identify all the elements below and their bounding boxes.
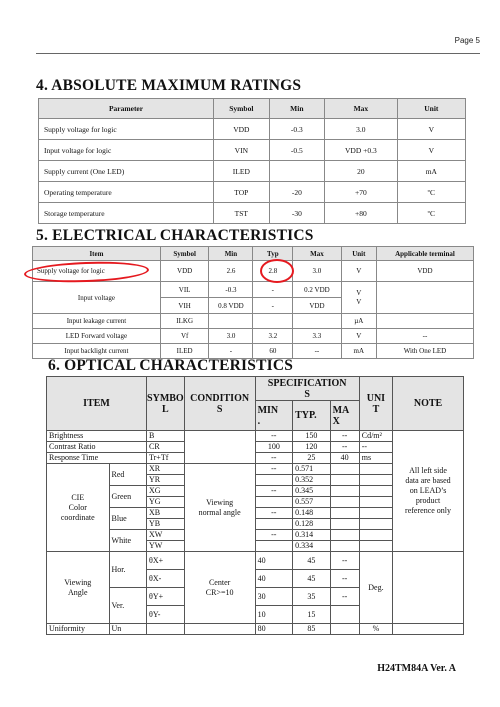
cell: [269, 161, 325, 182]
cell: ms: [359, 453, 392, 464]
cell: [393, 552, 464, 624]
electrical-table: [32, 246, 474, 359]
cell: 3.0: [209, 329, 253, 344]
cell: White: [109, 530, 147, 552]
cell: --: [255, 508, 293, 519]
header-cell: Item: [33, 247, 161, 261]
cell: 40: [255, 570, 293, 588]
cell: V: [397, 119, 465, 140]
cell: Input voltage for logic: [39, 140, 214, 161]
cell: -: [253, 298, 293, 314]
cell: [359, 519, 392, 530]
header-cell: Typ: [253, 247, 293, 261]
cell: 3.3: [293, 329, 342, 344]
cell: 30: [255, 588, 293, 606]
cell: VIL: [160, 282, 209, 298]
cell: [376, 282, 473, 314]
cell: Center CR>=10: [184, 552, 255, 624]
cell: [330, 508, 359, 519]
cell: 80: [255, 624, 293, 635]
cell: mA: [397, 161, 465, 182]
header-cell: TYP.: [293, 401, 331, 431]
cell: --: [330, 431, 359, 442]
header-cell: SYMBO L: [147, 377, 185, 431]
cell: θY-: [147, 606, 185, 624]
cell: -0.5: [269, 140, 325, 161]
table-row: [47, 552, 464, 570]
cell: [330, 530, 359, 541]
absolute-max-table: [38, 98, 466, 224]
cell: [184, 624, 255, 635]
header-cell: Max: [325, 99, 398, 119]
table-row: [39, 203, 466, 224]
cell: 0.557: [293, 497, 331, 508]
header-cell: Unit: [341, 247, 376, 261]
cell: --: [376, 329, 473, 344]
table-header-row: [39, 99, 466, 119]
cell: Deg.: [359, 552, 392, 624]
cell: θX+: [147, 552, 185, 570]
cell: 40: [330, 453, 359, 464]
cell: -0.3: [269, 119, 325, 140]
cell: V: [341, 329, 376, 344]
cell: 10: [255, 606, 293, 624]
table-row: [33, 329, 474, 344]
table-row: [39, 140, 466, 161]
cell: [330, 486, 359, 497]
cell: 15: [293, 606, 331, 624]
cell: Un: [109, 624, 147, 635]
cell: +80: [325, 203, 398, 224]
cell: Uniformity: [47, 624, 110, 635]
cell: 0.2 VDD: [293, 282, 342, 298]
cell: -20: [269, 182, 325, 203]
cell: V: [397, 140, 465, 161]
cell: [359, 475, 392, 486]
header-cell: Unit: [397, 99, 465, 119]
cell: --: [255, 431, 293, 442]
table-row: [47, 431, 464, 442]
header-cell: MIN .: [255, 401, 293, 431]
cell: XG: [147, 486, 185, 497]
cell: LED Forward voltage: [33, 329, 161, 344]
table-row: [47, 624, 464, 635]
cell: [359, 530, 392, 541]
cell: 150: [293, 431, 331, 442]
cell: 3.0: [325, 119, 398, 140]
cell: 2.6: [209, 261, 253, 282]
cell: Input leakage current: [33, 314, 161, 329]
cell: [255, 519, 293, 530]
cell: Supply voltage for logic: [33, 261, 161, 282]
cell: Red: [109, 464, 147, 486]
cell: YB: [147, 519, 185, 530]
cell: Ver.: [109, 588, 147, 624]
cell: --: [330, 570, 359, 588]
cell: [359, 508, 392, 519]
cell: Vf: [160, 329, 209, 344]
cell: ILED: [214, 161, 270, 182]
cell: 35: [293, 588, 331, 606]
cell: mA: [341, 344, 376, 359]
cell: 40: [255, 552, 293, 570]
cell: 100: [255, 442, 293, 453]
cell: [330, 519, 359, 530]
header-cell: Parameter: [39, 99, 214, 119]
cell: [359, 464, 392, 475]
cell: Input backlight current: [33, 344, 161, 359]
cell: 25: [293, 453, 331, 464]
cell: --: [330, 588, 359, 606]
cell: Hor.: [109, 552, 147, 588]
cell: VDD +0.3: [325, 140, 398, 161]
header-cell: Applicable terminal: [376, 247, 473, 261]
cell: Supply current (One LED): [39, 161, 214, 182]
cell: V: [341, 261, 376, 282]
cell: Input voltage: [33, 282, 161, 314]
cell: 0.148: [293, 508, 331, 519]
cell: [253, 314, 293, 329]
cell: XW: [147, 530, 185, 541]
document-footer: H24TM84A Ver. A: [377, 663, 456, 674]
cell: VDD: [293, 298, 342, 314]
header-cell: CONDITION S: [184, 377, 255, 431]
cell: [209, 314, 253, 329]
table-row: [39, 182, 466, 203]
cell: [293, 314, 342, 329]
cell: --: [255, 530, 293, 541]
cell: 20: [325, 161, 398, 182]
header-cell: SPECIFICATION S: [255, 377, 359, 401]
cell: Operating temperature: [39, 182, 214, 203]
cell: --: [255, 453, 293, 464]
header-cell: Min: [269, 99, 325, 119]
cell: Supply voltage for logic: [39, 119, 214, 140]
cell: 60: [253, 344, 293, 359]
cell: VIN: [214, 140, 270, 161]
cell: Cd/m²: [359, 431, 392, 442]
cell: µA: [341, 314, 376, 329]
cell: ILED: [160, 344, 209, 359]
cell: %: [359, 624, 392, 635]
cell: 3.2: [253, 329, 293, 344]
cell: ºC: [397, 203, 465, 224]
cell: VIH: [160, 298, 209, 314]
cell: -: [209, 344, 253, 359]
cell: 0.314: [293, 530, 331, 541]
header-cell: Min: [209, 247, 253, 261]
cell: [376, 314, 473, 329]
cell: 0.571: [293, 464, 331, 475]
cell: Storage temperature: [39, 203, 214, 224]
cell: VDD: [160, 261, 209, 282]
table-row: [33, 314, 474, 329]
cell: YW: [147, 541, 185, 552]
cell: 0.334: [293, 541, 331, 552]
cell: 0.8 VDD: [209, 298, 253, 314]
cell: --: [255, 486, 293, 497]
cell: CR: [147, 442, 185, 453]
viewing-angle-label: Viewing Angle: [47, 552, 110, 624]
cell: Contrast Ratio: [47, 442, 147, 453]
page-header-label: Page 5: [454, 36, 480, 45]
section-5-title: 5. ELECTRICAL CHARACTERISTICS: [36, 227, 314, 244]
cell: [330, 475, 359, 486]
header-cell: ITEM: [47, 377, 147, 431]
cell: [359, 497, 392, 508]
table-row: [33, 282, 474, 298]
cell: XR: [147, 464, 185, 475]
cell: [330, 541, 359, 552]
cell: [184, 431, 255, 464]
cell: [255, 475, 293, 486]
cell: 120: [293, 442, 331, 453]
table-row: [33, 261, 474, 282]
cell: θY+: [147, 588, 185, 606]
cell: 45: [293, 552, 331, 570]
cell: 0.128: [293, 519, 331, 530]
cell: YR: [147, 475, 185, 486]
header-divider: [36, 53, 480, 54]
cell: B: [147, 431, 185, 442]
cell: 0.352: [293, 475, 331, 486]
cell: TST: [214, 203, 270, 224]
cell: TOP: [214, 182, 270, 203]
cell: --: [359, 442, 392, 453]
table-header-row: [33, 247, 474, 261]
cell: ºC: [397, 182, 465, 203]
cell: [255, 497, 293, 508]
cell: Green: [109, 486, 147, 508]
cell: θX-: [147, 570, 185, 588]
cell: [359, 486, 392, 497]
cell: Tr+Tf: [147, 453, 185, 464]
cell: [330, 497, 359, 508]
cell: Viewing normal angle: [184, 464, 255, 552]
cell: VDD: [214, 119, 270, 140]
table-header-row: [47, 377, 464, 401]
note-cell: All left side data are based on LEAD’s product reference only: [393, 431, 464, 552]
section-4-title: 4. ABSOLUTE MAXIMUM RATINGS: [36, 77, 302, 94]
header-cell: Symbol: [160, 247, 209, 261]
cell: [330, 624, 359, 635]
cell: VDD: [376, 261, 473, 282]
table-row: [39, 161, 466, 182]
cell: 45: [293, 570, 331, 588]
cell: 85: [293, 624, 331, 635]
header-cell: MA X: [330, 401, 359, 431]
cell: --: [330, 552, 359, 570]
table-row: [39, 119, 466, 140]
cell: YG: [147, 497, 185, 508]
cell: XB: [147, 508, 185, 519]
cell: +70: [325, 182, 398, 203]
cell: 2.8: [253, 261, 293, 282]
cell: ILKG: [160, 314, 209, 329]
cell: Blue: [109, 508, 147, 530]
cie-label: CIE Color coordinate: [47, 464, 110, 552]
cell: -0.3: [209, 282, 253, 298]
cell: With One LED: [376, 344, 473, 359]
cell: [359, 541, 392, 552]
cell: 0.345: [293, 486, 331, 497]
cell: -30: [269, 203, 325, 224]
header-cell: NOTE: [393, 377, 464, 431]
cell: [147, 624, 185, 635]
cell: --: [293, 344, 342, 359]
cell: [255, 541, 293, 552]
cell: [393, 624, 464, 635]
optical-table: [46, 376, 464, 635]
header-cell: Max: [293, 247, 342, 261]
cell: Response Time: [47, 453, 147, 464]
cell: Brightness: [47, 431, 147, 442]
cell: -: [253, 282, 293, 298]
header-cell: UNI T: [359, 377, 392, 431]
header-cell: Symbol: [214, 99, 270, 119]
cell: 3.0: [293, 261, 342, 282]
cell: [330, 606, 359, 624]
cell: --: [255, 464, 293, 475]
section-6-title: 6. OPTICAL CHARACTERISTICS: [48, 357, 294, 374]
cell: V V: [341, 282, 376, 314]
cell: --: [330, 442, 359, 453]
cell: [330, 464, 359, 475]
